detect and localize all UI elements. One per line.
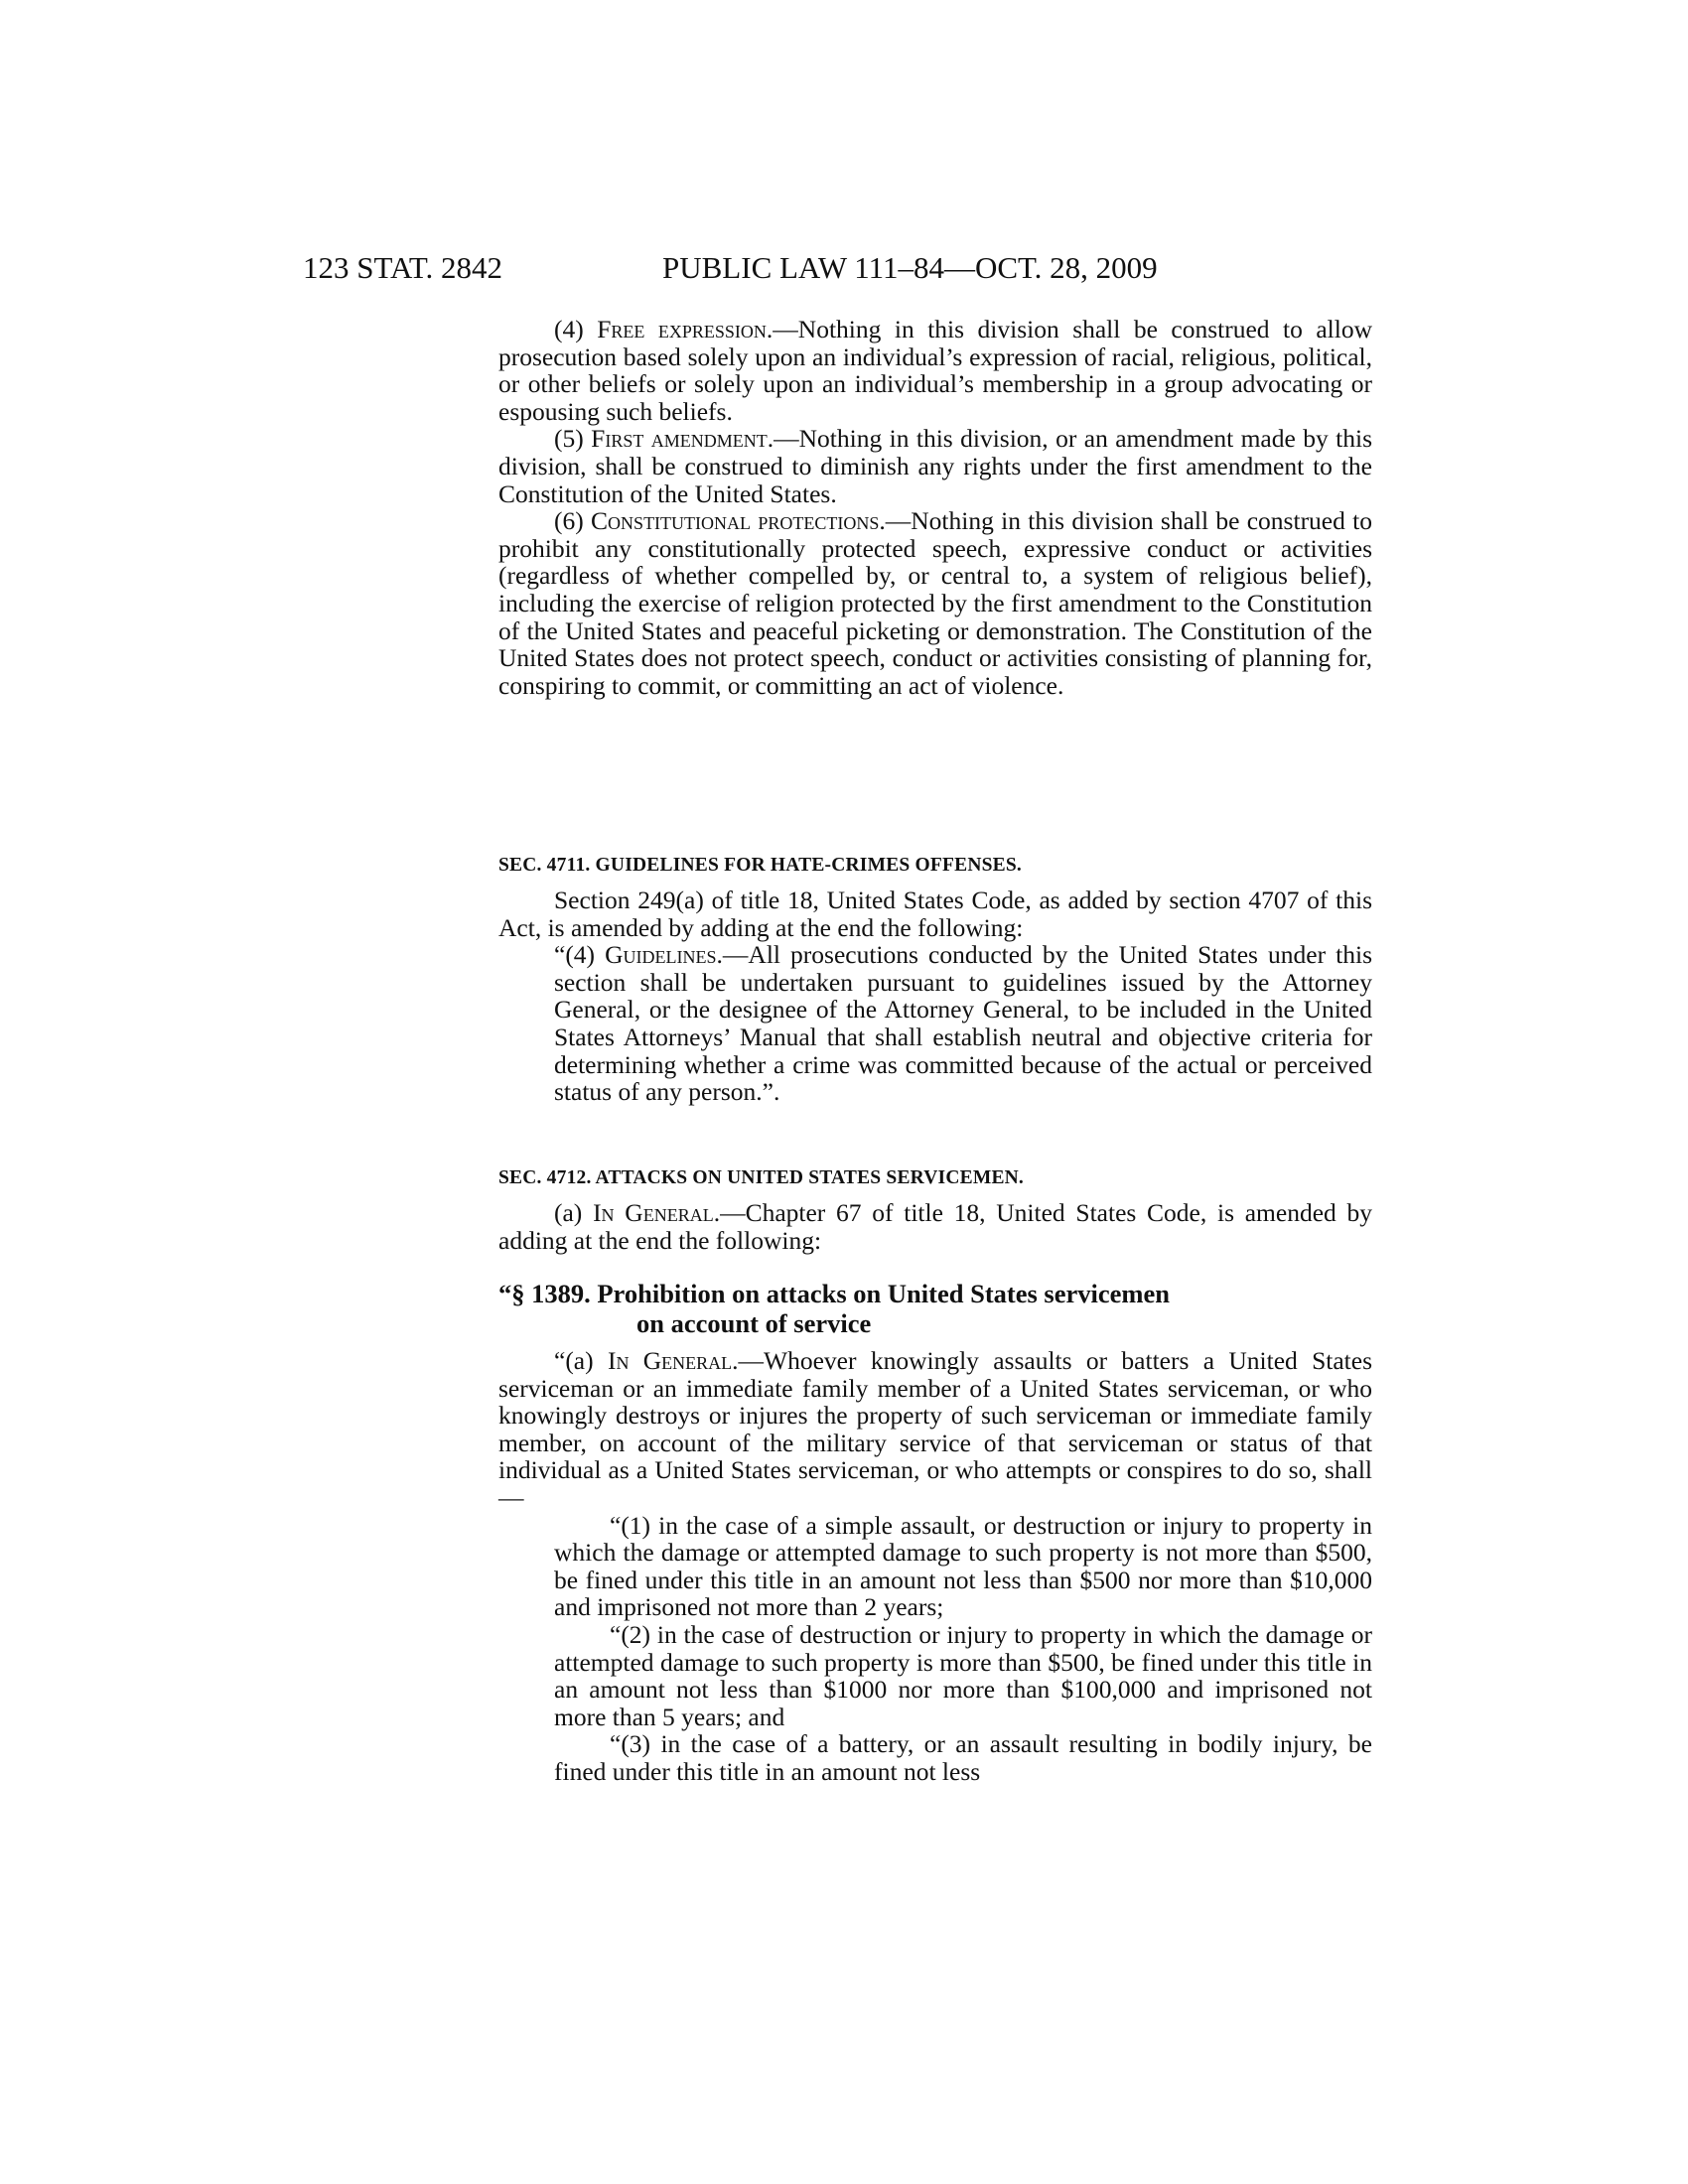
sec-4711-quote-number: “(4) [554, 940, 596, 970]
section-1389-item-1 [498, 1512, 1372, 1621]
paragraph-4-number: (4) [554, 315, 584, 343]
section-1389-a-heading: In General [607, 1346, 733, 1375]
paragraph-6-number: (6) [554, 506, 584, 536]
paragraph-5-heading: First amendment [591, 424, 768, 454]
sec-4712-a-number: (a) [554, 1198, 583, 1227]
paragraph-4-heading: Free expression [597, 315, 767, 343]
section-1389-body [498, 1347, 1372, 1786]
section-1389-a-text: Whoever knowingly assaults or batters a United States serviceman or an immediate family member of a United States serviceman, or who knowingly destroys or injures the property of such serviceman or immediate family member, on account of the military service of that serviceman or status of that individual as a United States serviceman, or who attempts or conspires to do so, shall— [498, 1346, 1372, 1512]
sec-4711-quote-heading: Guidelines [605, 940, 717, 970]
section-1389-item-2 [498, 1621, 1372, 1730]
item-1-number: “(1) [610, 1510, 651, 1540]
sec-4712-heading-block [498, 1166, 1372, 1190]
paragraphs-block [498, 316, 1372, 699]
section-1389-title-line-1: “§ 1389. Prohibition on attacks on United States servicemen [498, 1279, 1170, 1308]
item-2-text: in the case of destruction or injury to property in which the damage or attempted damage to such property is more than $500, be fined under this title in an amount not less than $1000 nor more than $100,000 and imprisoned not more than 5 years; and [554, 1619, 1373, 1731]
item-3-text: in the case of a battery, or an assault resulting in bodily injury, be fined under this title in an amount not less [554, 1729, 1372, 1786]
sec-4711-body [498, 887, 1372, 1106]
paragraph-5-number: (5) [554, 424, 584, 454]
public-law-citation: PUBLIC LAW 111–84—OCT. 28, 2009 [662, 250, 1158, 285]
sec-4711-heading-block [498, 854, 1372, 878]
sec-4711-heading: SEC. 4711. GUIDELINES FOR HATE-CRIMES OFFENSES. [498, 855, 1022, 876]
paragraph-4: (4) Free expression.—Nothing in this division shall be construed to allow prosecution based solely upon an individual’s expression of racial, religious, political, or other beliefs or solely upon an individual’s membership in a group advocating or espousing such beliefs. [498, 315, 1373, 426]
section-1389-title-block [498, 1279, 1372, 1338]
section-1389-subsection-a: “(a) In General.—Whoever knowingly assaults or batters a United States serviceman or an immediate family member of a United States serviceman, or who knowingly destroys or injures the property of such serviceman or immediate family member, on account of the military service of that serviceman or status of that individual as a United States serviceman, or who attempts or conspires to do so, shall— [498, 1346, 1372, 1512]
section-1389-item-3 [498, 1730, 1372, 1785]
item-2-number: “(2) [610, 1619, 651, 1649]
stat-citation: 123 STAT. 2842 [303, 250, 503, 285]
sec-4712-a-paragraph: (a) In General.—Chapter 67 of title 18, United States Code, is amended by adding at the end the following: [498, 1198, 1373, 1255]
item-3-number: “(3) [610, 1729, 651, 1759]
sec-4712-heading: SEC. 4712. ATTACKS ON UNITED STATES SERVICEMEN. [498, 1167, 1025, 1188]
paragraph-6-heading: Constitutional protections [591, 506, 880, 536]
sec-4712-a-heading: In General [593, 1198, 714, 1227]
paragraph-4-text: Nothing in this division shall be construed to allow prosecution based solely upon an individual’s expression of racial, religious, political, or other beliefs or solely upon an individual’s membership in a group advocating or espousing such beliefs. [498, 315, 1373, 426]
sec-4711-quote-text: All prosecutions conducted by the United States under this section shall be undertaken pursuant to guidelines issued by the Attorney General, or the designee of the Attorney General, to be included in the United States Attorneys’ Manual that shall establish neutral and objective criteria for determining whether a crime was committed because of the actual or perceived status of any person.”. [554, 940, 1373, 1107]
paragraph-6: (6) Constitutional protections.—Nothing in this division shall be construed to prohibit any constitutionally protected speech, expressive conduct or activities (regardless of whether compelled by, or central to, a system of religious belief), including the exercise of religion protected by the first amendment to the Constitution of the United States and peaceful picketing or demonstration. The Constitution of the United States does not protect speech, conduct or activities consisting of planning for, conspiring to commit, or committing an act of violence. [498, 506, 1373, 700]
paragraph-6-text: Nothing in this division shall be construed to prohibit any constitutionally protected speech, expressive conduct or activities (regardless of whether compelled by, or central to, a system of religious belief), including the exercise of religion protected by the first amendment to the Constitution of the United States and peaceful picketing or demonstration. The Constitution of the United States does not protect speech, conduct or activities consisting of planning for, conspiring to commit, or committing an act of violence. [498, 506, 1373, 700]
sec-4711-intro: Section 249(a) of title 18, United States Code, as added by section 4707 of this Act, is amended by adding at the end the following: [498, 886, 1372, 942]
sec-4711-quoted-paragraph: “(4) Guidelines.—All prosecutions conducted by the United States under this section shall be undertaken pursuant to guidelines issued by the Attorney General, or the designee of the Attorney General, to be included in the United States Attorneys’ Manual that shall establish neutral and objective criteria for determining whether a crime was committed because of the actual or perceived status of any person.”. [554, 940, 1373, 1107]
sec-4712-a-text: Chapter 67 of title 18, United States Code, is amended by adding at the end the following: [498, 1198, 1373, 1255]
section-1389-a-number: “(a) [554, 1346, 594, 1375]
running-head [303, 248, 1296, 288]
paragraph-5-text: Nothing in this division, or an amendment made by this division, shall be construed to diminish any rights under the first amendment to the Constitution of the United States. [498, 424, 1372, 508]
item-1-text: in the case of a simple assault, or destruction or injury to property in which the damage or attempted damage to such property is not more than $500, be fined under this title in an amount not less than $500 nor more than $10,000 and imprisoned not more than 2 years; [554, 1510, 1372, 1622]
sec-4712-subsection-a [498, 1199, 1372, 1254]
paragraph-5: (5) First amendment.—Nothing in this division, or an amendment made by this division, shall be construed to diminish any rights under the first amendment to the Constitution of the United States. [498, 424, 1372, 508]
section-1389-title-line-2: on account of service [636, 1308, 872, 1338]
